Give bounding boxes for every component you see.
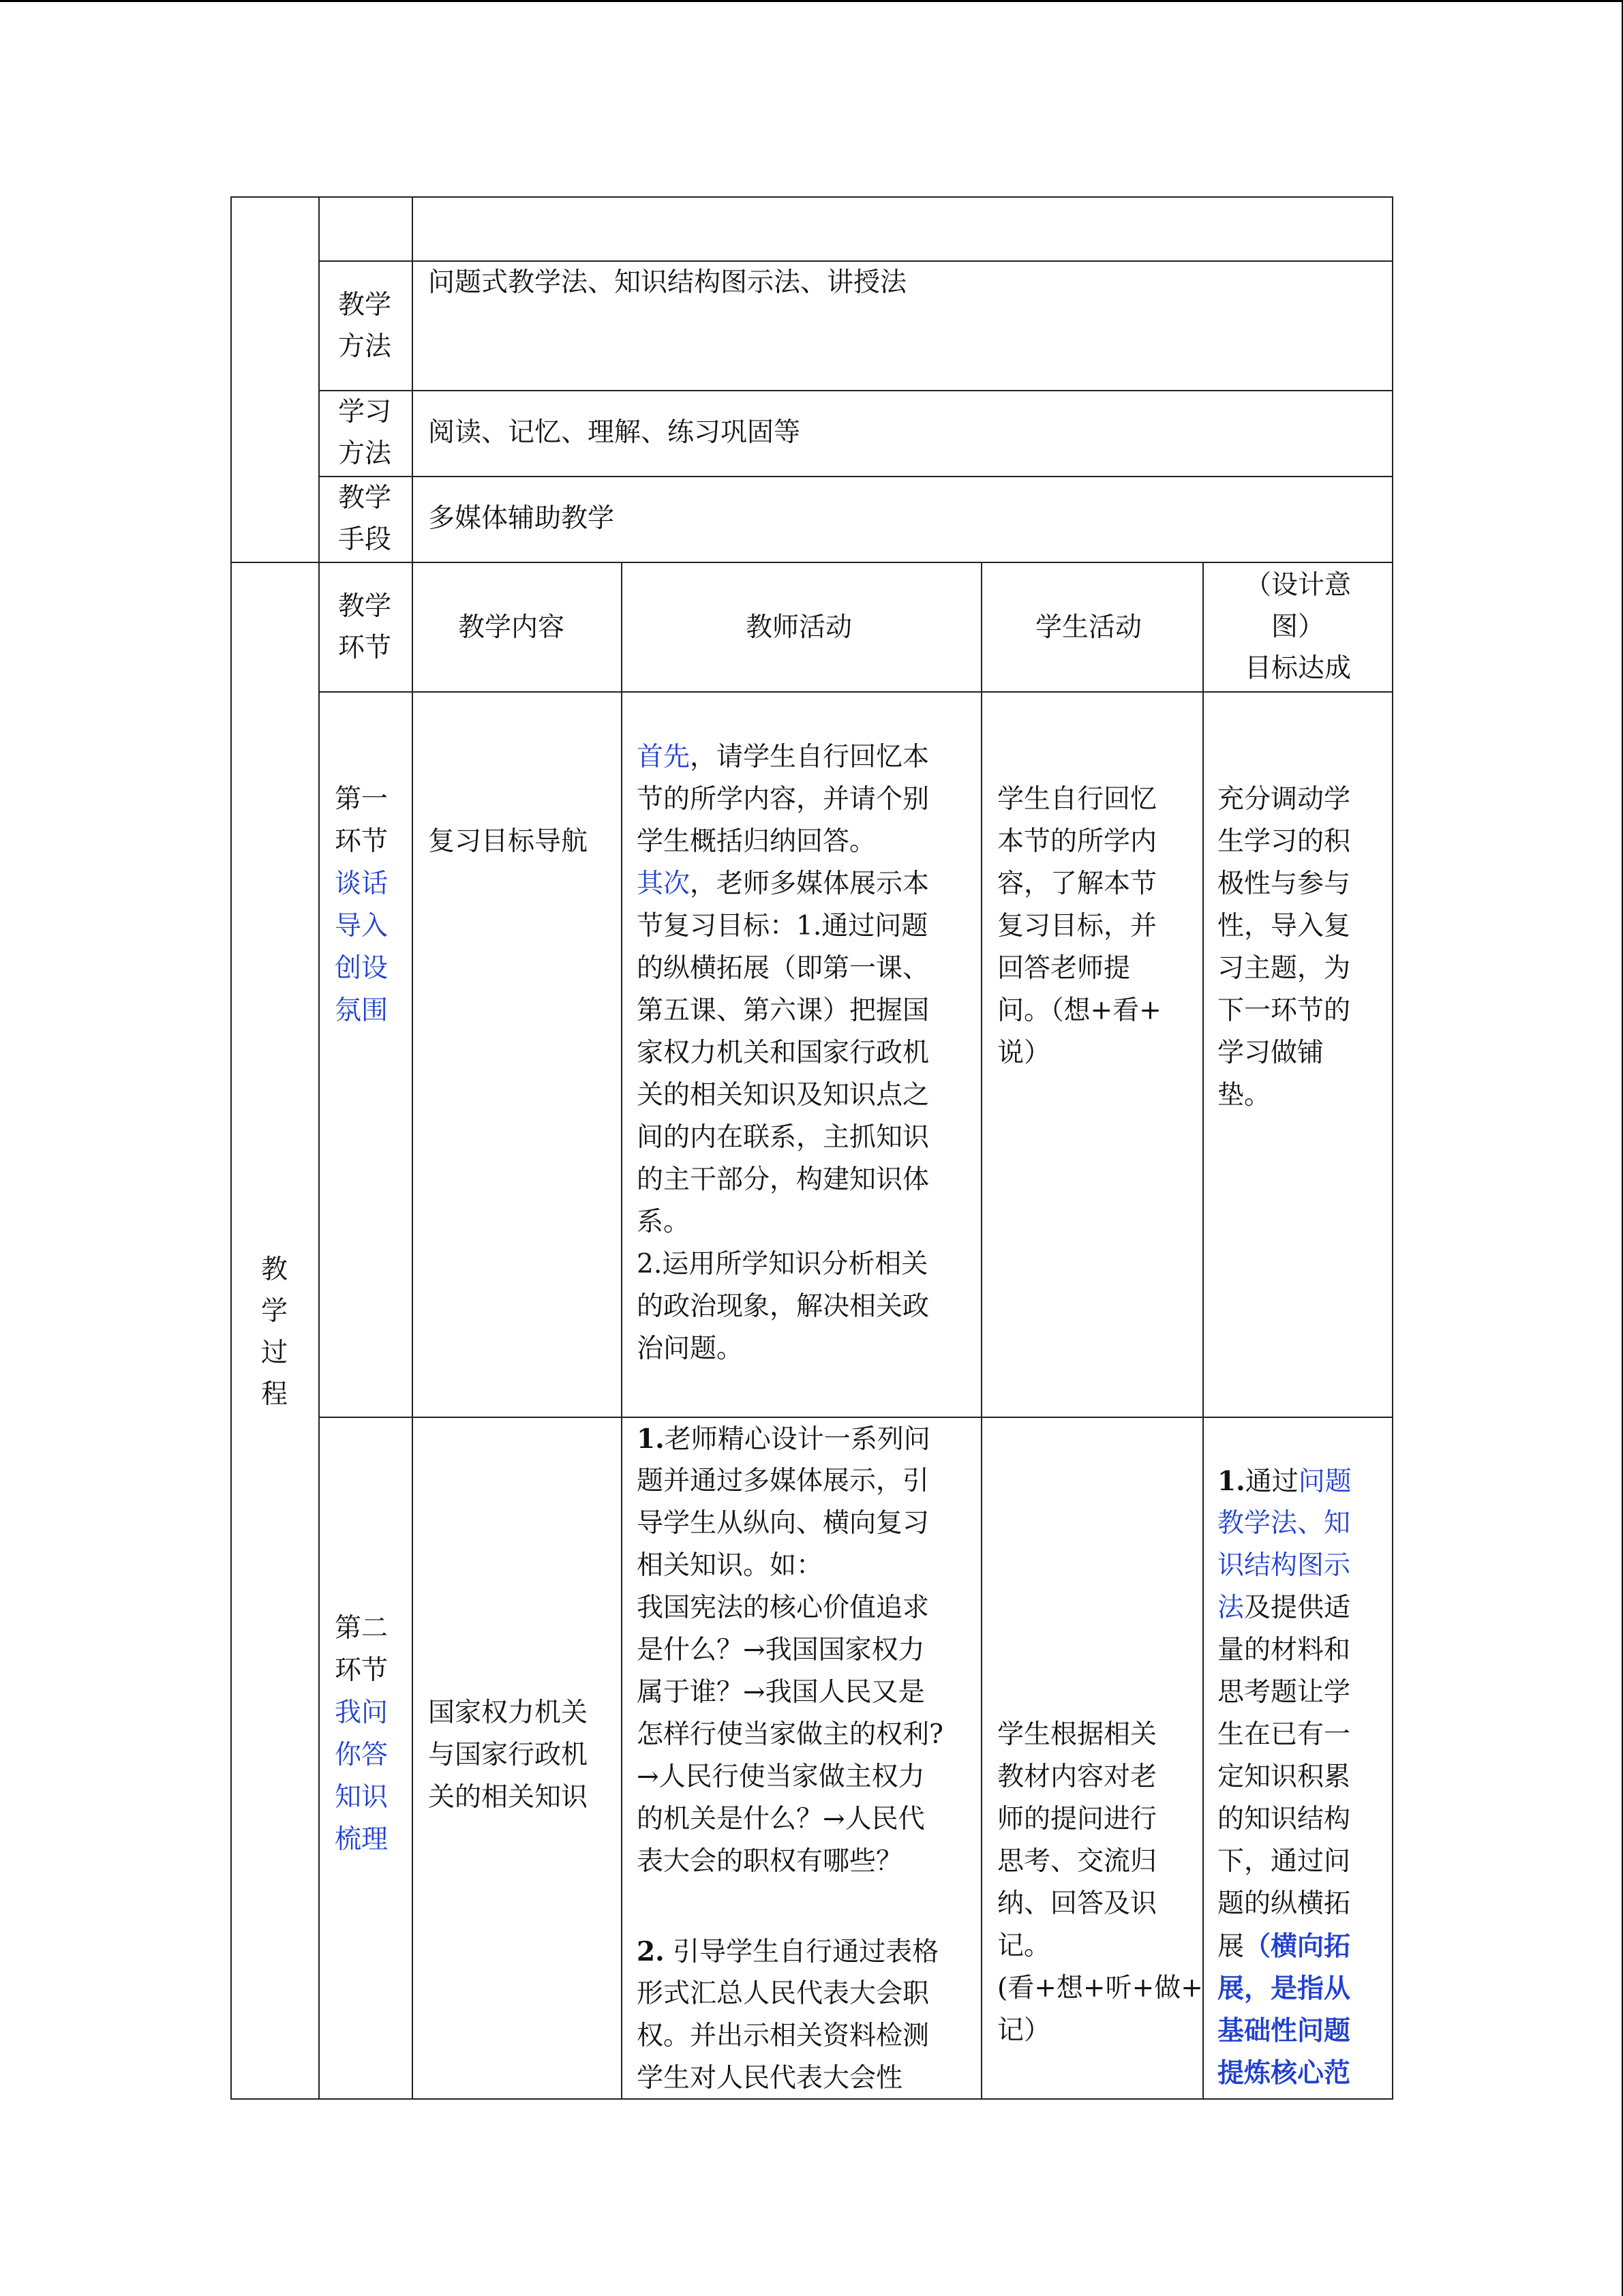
teacher-header: 教师活动 xyxy=(746,612,853,643)
row1-teacher-line-4 xyxy=(637,863,929,905)
row2-intent-line-3: 识结构图示 xyxy=(1217,1550,1351,1581)
process-label-3: 过 xyxy=(261,1338,288,1368)
row1-student-line-3: 容，了解本节 xyxy=(997,868,1157,899)
intent-header-1: （设计意 xyxy=(1244,570,1351,601)
row2-student-line-4: 思考、交流归 xyxy=(997,1846,1157,1877)
row2-intent-line-15: 提炼核心范 xyxy=(1217,2057,1351,2089)
intent-header-3: 目标达成 xyxy=(1244,653,1351,684)
learning-method-label-2: 方法 xyxy=(338,438,392,469)
row1-teacher-line-11: 的主干部分，构建知识体 xyxy=(637,1164,930,1195)
row1-stage-5: 创设 xyxy=(335,953,389,984)
row1-teacher-line-3: 学生概括归纳回答。 xyxy=(637,826,877,857)
row2-teacher-line-13: 形式汇总人民代表大会职 xyxy=(637,1978,930,2009)
row2-teacher-line-6: 是什么？→我国国家权力 xyxy=(637,1635,925,1665)
row1-student-line-6: 问。（想+看+ xyxy=(997,995,1162,1026)
row1-teacher-line-10: 间的内在联系，主抓知识 xyxy=(637,1122,930,1153)
row1-student-line-1: 学生自行回忆 xyxy=(997,784,1157,815)
row2-student-line-7: (看+想+听+做+ xyxy=(997,1973,1203,2004)
row1-intent-line-1: 充分调动学 xyxy=(1217,784,1351,815)
row1-intent-line-6: 下一环节的 xyxy=(1217,995,1351,1026)
teaching-means-label-2: 手段 xyxy=(338,524,392,555)
row1-intent-line-2: 生学习的积 xyxy=(1217,826,1351,857)
row1-teacher-line-8: 家权力机关和国家行政机 xyxy=(637,1038,930,1068)
row1-teacher-line-14: 的政治现象，解决相关政 xyxy=(637,1291,930,1322)
process-label-1: 教 xyxy=(261,1254,288,1285)
row1-stage-1: 第一 xyxy=(335,784,389,815)
row2-student-line-8: 记） xyxy=(997,2015,1051,2046)
row2-content-line-2: 与国家行政机 xyxy=(428,1740,588,1770)
row1-intent-line-8: 垫。 xyxy=(1217,1080,1271,1111)
row2-intent-line-12 xyxy=(1217,1925,1350,1968)
row2-student-line-3: 师的提问进行 xyxy=(997,1804,1157,1834)
outer-left-cell-top xyxy=(230,196,320,563)
teaching-method-value: 问题式教学法、知识结构图示法、讲授法 xyxy=(428,267,907,298)
content-header: 教学内容 xyxy=(458,612,565,643)
row1-intent-line-7: 学习做铺 xyxy=(1217,1038,1324,1068)
row2-intent-l4a: 法 xyxy=(1217,1592,1245,1623)
row2-student-line-5: 纳、回答及识 xyxy=(997,1888,1157,1919)
row2-stage-3: 我问 xyxy=(335,1697,389,1728)
row2-teacher-line-15: 学生对人民代表大会性 xyxy=(637,2063,903,2094)
row2-teacher-line-4: 相关知识。如： xyxy=(637,1550,823,1581)
row2-stage-5: 知识 xyxy=(335,1782,389,1813)
teaching-means-value: 多媒体辅助教学 xyxy=(428,503,615,534)
learning-method-value: 阅读、记忆、理解、练习巩固等 xyxy=(428,417,801,448)
process-label-2: 学 xyxy=(261,1296,288,1327)
row2-teacher-line-5: 我国宪法的核心价值追求 xyxy=(637,1592,930,1623)
row2-intent-line-7: 生在已有一 xyxy=(1217,1719,1351,1750)
row2-stage-6: 梳理 xyxy=(335,1824,389,1855)
student-header: 学生活动 xyxy=(1035,612,1142,643)
row2-content-line-3: 关的相关知识 xyxy=(428,1782,588,1813)
row2-teacher-line-2: 题并通过多媒体展示，引 xyxy=(637,1466,930,1496)
row1-stage-3: 谈话 xyxy=(335,868,389,899)
row2-content-line-1: 国家权力机关 xyxy=(428,1697,588,1728)
row1-content: 复习目标导航 xyxy=(428,826,588,857)
row2-student-line-6: 记。 xyxy=(997,1931,1051,1961)
row2-intent-line-5: 量的材料和 xyxy=(1217,1635,1351,1665)
row2-intent-l1b: 问题 xyxy=(1298,1466,1352,1497)
row1-teacher-line-2: 节的所学内容，并请个别 xyxy=(637,784,930,815)
row2-teacher-first-1: 老师精心设计一系列问 xyxy=(664,1424,930,1455)
row2-teacher-num-2: 2. xyxy=(637,1936,665,1967)
row2-student-line-2: 教材内容对老 xyxy=(997,1762,1157,1792)
row1-teacher-line-7: 第五课、第六课）把握国 xyxy=(637,995,930,1026)
row1-teacher-line-13: 2.运用所学知识分析相关 xyxy=(637,1249,928,1280)
row1-student-line-7: 说） xyxy=(997,1038,1051,1068)
row1-teacher-tail-2: ，老师多媒体展示本 xyxy=(690,868,930,899)
row2-teacher-line-8: 怎样行使当家做主的权利? xyxy=(637,1719,943,1750)
row2-teacher-first-2: 引导学生自行通过表格 xyxy=(664,1937,939,1967)
row2-intent-l12b: （横向拓 xyxy=(1244,1931,1351,1962)
stage-header-2: 环节 xyxy=(338,633,392,663)
teaching-method-label-2: 方法 xyxy=(338,331,392,362)
row2-student-line-1: 学生根据相关 xyxy=(997,1719,1157,1750)
row1-student-line-2: 本节的所学内 xyxy=(997,826,1157,857)
row1-teacher-line-5: 节复习目标：1.通过问题 xyxy=(637,911,928,941)
row1-teacher-line-9: 关的相关知识及知识点之 xyxy=(637,1080,930,1111)
row1-teacher-line-6: 的纵横拓展（即第一课、 xyxy=(637,953,930,984)
row2-teacher-line-7: 属于谁？→我国人民又是 xyxy=(637,1677,925,1708)
row2-teacher-line-3: 导学生从纵向、横向复习 xyxy=(637,1508,930,1539)
row2-stage-2: 环节 xyxy=(335,1655,389,1686)
row2-stage-1: 第二 xyxy=(335,1613,389,1644)
row1-student-line-4: 复习目标，并 xyxy=(997,911,1157,941)
row1-teacher-lead-2: 其次 xyxy=(637,868,691,899)
blank-value-cell xyxy=(412,196,1393,262)
row2-teacher-line-1 xyxy=(637,1418,930,1461)
row2-teacher-line-11: 表大会的职权有哪些？ xyxy=(637,1846,903,1877)
learning-method-label-1: 学习 xyxy=(338,397,392,427)
row2-intent-line-6: 思考题让学 xyxy=(1217,1677,1351,1708)
row1-teacher-line-15: 治问题。 xyxy=(637,1333,744,1364)
teaching-method-label-1: 教学 xyxy=(338,290,392,320)
teaching-means-label-1: 教学 xyxy=(338,483,392,513)
row1-intent-line-3: 极性与参与 xyxy=(1217,868,1351,899)
row2-intent-line-14: 基础性问题 xyxy=(1217,2015,1351,2046)
row1-teacher-line-1 xyxy=(637,736,929,779)
row2-teacher-line-12 xyxy=(637,1931,939,1974)
row2-intent-l1a: 通过 xyxy=(1245,1466,1299,1497)
stage-header-1: 教学 xyxy=(338,591,392,622)
row1-student-line-5: 回答老师提 xyxy=(997,953,1131,984)
intent-header-2: 图） xyxy=(1271,611,1324,642)
process-label-4: 程 xyxy=(261,1379,288,1410)
row2-stage-4: 你答 xyxy=(335,1740,389,1770)
row2-teacher-num-1: 1. xyxy=(637,1423,665,1455)
row1-teacher-lead-1: 首先 xyxy=(637,742,691,772)
row2-intent-line-4 xyxy=(1217,1587,1350,1629)
row1-stage-6: 氛围 xyxy=(335,995,389,1026)
row1-stage-4: 导入 xyxy=(335,911,389,941)
row2-intent-line-9: 的知识结构 xyxy=(1217,1804,1351,1834)
row2-intent-line-13: 展，是指从 xyxy=(1217,1973,1351,2004)
row2-teacher-line-9: →人民行使当家做主权力 xyxy=(637,1762,925,1792)
row2-intent-l4b: 及提供适 xyxy=(1244,1592,1351,1623)
row1-content-cell xyxy=(412,691,622,1418)
row2-intent-line-1 xyxy=(1217,1460,1352,1503)
row1-stage-2: 环节 xyxy=(335,826,389,857)
row1-teacher-line-12: 系。 xyxy=(637,1207,691,1237)
row1-teacher-tail-1: ，请学生自行回忆本 xyxy=(690,742,930,772)
row2-teacher-line-10: 的机关是什么？→人民代 xyxy=(637,1804,925,1834)
row2-intent-line-10: 下，通过问 xyxy=(1217,1846,1351,1877)
row1-intent-line-5: 习主题，为 xyxy=(1217,953,1351,984)
row2-intent-l12a: 展 xyxy=(1217,1931,1245,1962)
blank-label-cell xyxy=(318,196,413,262)
row2-intent-line-2: 教学法、知 xyxy=(1217,1508,1351,1539)
row2-intent-line-8: 定知识积累 xyxy=(1217,1762,1351,1792)
row2-intent-num: 1. xyxy=(1217,1466,1245,1497)
row1-intent-line-4: 性，导入复 xyxy=(1217,911,1351,941)
row2-teacher-line-14: 权。并出示相关资料检测 xyxy=(637,2021,930,2051)
row2-intent-line-11: 题的纵横拓 xyxy=(1217,1888,1351,1919)
